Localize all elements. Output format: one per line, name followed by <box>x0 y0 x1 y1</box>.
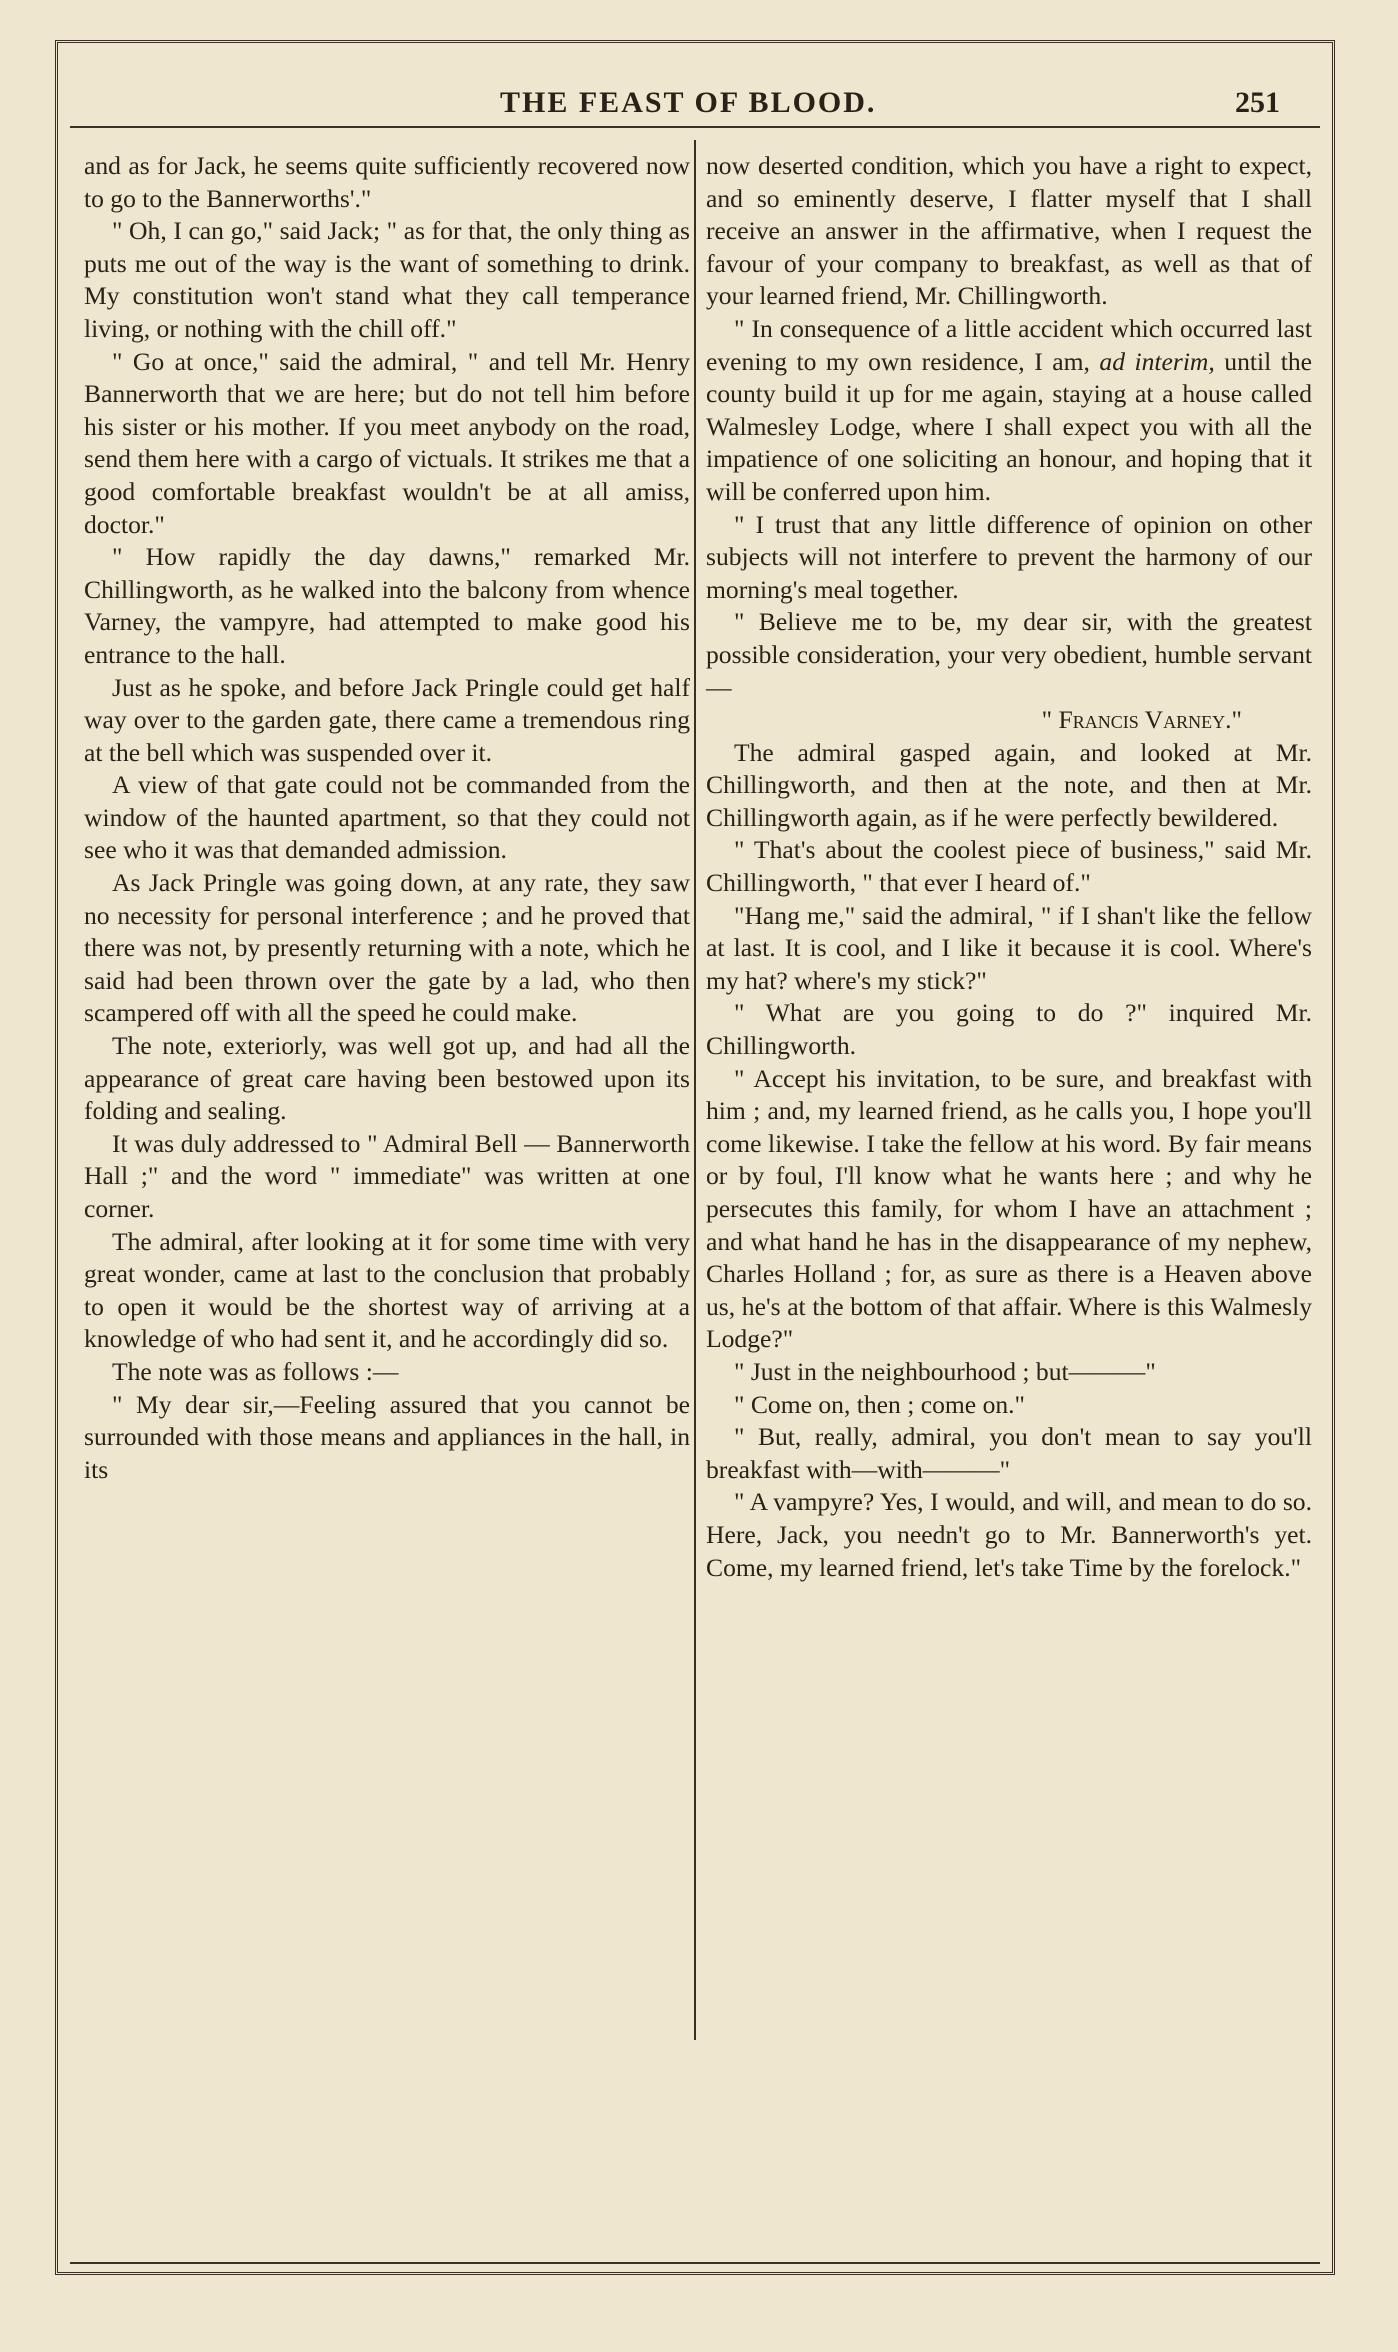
left-column <box>84 150 690 1486</box>
paragraph: " Accept his invitation, to be sure, and breakfast with him ; and, my learned friend, as he calls you, I hope you'll come likewise. I take the fellow at his word. By fair means or by foul, I'll know what he wants here ; and why he persecutes this family, for whom I have an attachment ; and what hand he has in the disappearance of my nephew, Charles Holland ; for, as sure as there is a Heaven above us, he's at the bottom of that affair. Where is this Walmesly Lodge?" <box>706 1063 1312 1354</box>
paragraph: The admiral, after looking at it for some time with very great wonder, came at last to the conclusion that probably to open it would be the shortest way of arriving at a knowledge of who had sent it, and he accordingly did so. <box>84 1226 690 1354</box>
paragraph: " What are you going to do ?" inquired Mr. Chillingworth. <box>706 998 1312 1061</box>
paragraph <box>706 313 1312 509</box>
paragraph: " My dear sir,—Feeling assured that you cannot be surrounded with those means and appliances in the hall, in its <box>84 1389 690 1484</box>
running-title: THE FEAST OF BLOOD. <box>500 86 877 119</box>
letter-signature: " Francis Varney." <box>1041 705 1242 735</box>
paragraph: "Hang me," said the admiral, " if I shan't like the fellow at last. It is cool, and I like it because it is cool. Where's my hat? where's my stick?" <box>706 900 1312 995</box>
paragraph: The note was as follows :— <box>112 1356 399 1386</box>
paragraph: now deserted condition, which you have a right to expect, and so eminently deserve, I flatter myself that I shall receive an answer in the affirmative, when I request the favour of your company to breakfast, as well as that of your learned friend, Mr. Chillingworth. <box>706 151 1312 311</box>
paragraph: The note, exteriorly, was well got up, and had all the appearance of great care having been bestowed upon its folding and sealing. <box>84 1031 690 1126</box>
paragraph: It was duly addressed to " Admiral Bell — Bannerworth Hall ;" and the word " immediate" was written at one corner. <box>84 1128 690 1223</box>
paragraph: " But, really, admiral, you don't mean to say you'll breakfast with—with———" <box>706 1422 1312 1484</box>
paragraph: and as for Jack, he seems quite sufficiently recovered now to go to the Bannerworths'." <box>84 151 690 213</box>
right-column <box>706 150 1312 1584</box>
paragraph: " Oh, I can go," said Jack; " as for that, the only thing as puts me out of the way is the want of something to drink. My constitution won't stand what they call temperance living, or nothing with the chill off." <box>84 216 690 343</box>
page-number: 251 <box>1235 86 1280 119</box>
paragraph: " Come on, then ; come on." <box>734 1389 1026 1419</box>
italic-phrase: ad interim, <box>1099 346 1215 376</box>
paragraph: The admiral gasped again, and looked at Mr. Chillingworth, and then at the note, and then at Mr. Chillingworth again, as if he were perfectly bewildered. <box>706 737 1312 832</box>
paragraph: Just as he spoke, and before Jack Pringle could get half way over to the garden gate, there came a tremendous ring at the bell which was suspended over it. <box>84 672 690 767</box>
paragraph: " A vampyre? Yes, I would, and will, and mean to do so. Here, Jack, you needn't go to Mr. Bannerworth's yet. Come, my learned friend, let's take Time by the forelock." <box>706 1487 1312 1582</box>
column-divider <box>694 140 696 2040</box>
paragraph: " I trust that any little difference of opinion on other subjects will not interfere to prevent the harmony of our morning's meal together. <box>706 509 1312 604</box>
bottom-rule <box>70 2262 1320 2264</box>
paragraph: " Believe me to be, my dear sir, with the greatest possible consideration, your very obedient, humble servant— <box>706 607 1312 702</box>
paragraph: " Go at once," said the admiral, " and tell Mr. Henry Bannerworth that we are here; but do not tell him before his sister or his mother. If you meet anybody on the road, send them here with a cargo of victuals. It strikes me that a good comfortable breakfast wouldn't be at all amiss, doctor." <box>84 346 690 539</box>
paragraph: " That's about the coolest piece of business," said Mr. Chillingworth, " that ever I heard of." <box>706 835 1312 898</box>
paragraph-text: until the county build it up for me again, staying at a house called Walmesley Lodge, where I shall expect you with all the impatience of one soliciting an honour, and hoping that it will be conferred upon him. <box>706 346 1312 506</box>
paragraph-text: " In consequence of a little accident which occurred last evening to my own residence, I am, <box>706 313 1312 376</box>
paragraph: " How rapidly the day dawns," remarked Mr. Chillingworth, as he walked into the balcony from whence Varney, the vampyre, had attempted to make good his entrance to the hall. <box>84 542 690 669</box>
paragraph: " Just in the neighbourhood ; but———" <box>734 1356 1156 1386</box>
paragraph: As Jack Pringle was going down, at any rate, they saw no necessity for personal interference ; and he proved that there was not, by presently returning with a note, which he said had been thrown over the gate by a lad, who then scampered off with all the speed he could make. <box>84 868 690 1028</box>
paragraph: A view of that gate could not be commanded from the window of the haunted apartment, so that they could not see who it was that demanded admission. <box>84 770 690 865</box>
page-header <box>70 82 1320 128</box>
